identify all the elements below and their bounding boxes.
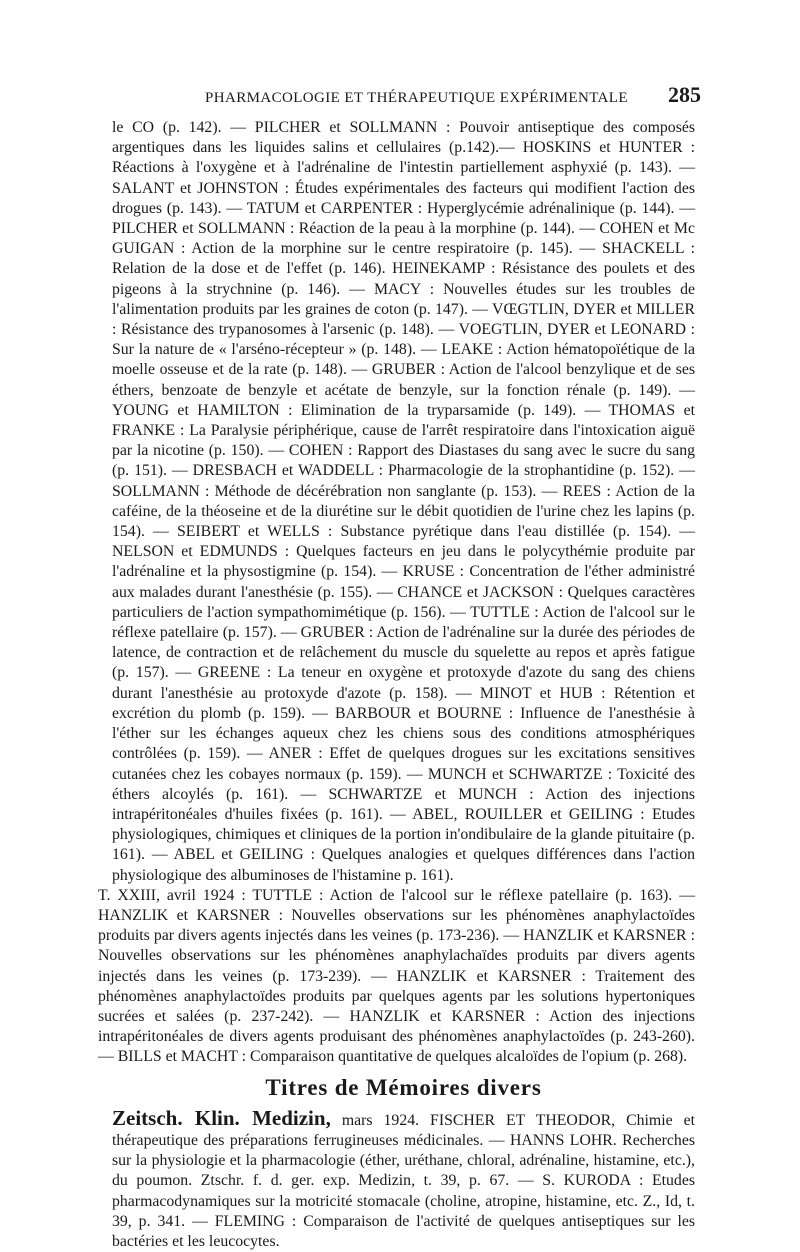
- page-number: 285: [668, 82, 701, 107]
- journal-entry-text: mars 1924. FISCHER ET THEODOR, Chimie et thérapeutique des préparations ferrugineuses médicinales. — HANNS LOHR. Recherches sur la physiologie et la pharmacologie (éther, uréthane, chloral, adrénaline, histamine, etc.), du poumon. Ztschr. f. d. ger. exp. Medizin, t. 39, p. 67. — S. KURODA : Etudes pharmacodynamiques sur la motricité stomacale (choline, atropine, histamine, etc. Z., Id, t. 39, p. 341. — FLEMING : Comparaison de l'activité de quelques antiseptiques sur les bactéries et les leucocytes.: [112, 1111, 696, 1250]
- paragraph-journal-entry: [112, 1105, 696, 1252]
- paragraph-volume-entry: T. XXIII, avril 1924 : TUTTLE : Action de l'alcool sur le réflexe patellaire (p. 163). — HANZLIK et KARSNER : Nouvelles observations sur les phénomènes anaphylactoïdes produits par divers agents injectés dans les veines (p. 173-236). — HANZLIK et KARSNER : Nouvelles observations sur les phénomènes anaphylachaïdes produits par divers agents injectés dans les veines (p. 173-239). — HANZLIK et KARSNER : Traitement des phénomènes anaphylactoïdes produits par quelques agents par les solutions hypertoniques sucrées et salées (p. 237-242). — HANZLIK et KARSNER : Action des injections intrapéritonéales de divers agents produisant des phénomènes anaphylactoïdes (p. 243-260). — BILLS et MACHT : Comparaison quantitative de quelques alcaloïdes de l'opium (p. 268).: [98, 886, 695, 1066]
- page-header: [205, 82, 701, 108]
- journal-name: Zeitsch. Klin. Medizin,: [112, 1105, 331, 1130]
- running-head: PHARMACOLOGIE ET THÉRAPEUTIQUE EXPÉRIMENTALE: [205, 90, 628, 106]
- section-title: Titres de Mémoires divers: [265, 1074, 542, 1100]
- body-text: [98, 118, 696, 1252]
- paragraph-abstracts-list: le CO (p. 142). — PILCHER et SOLLMANN : Pouvoir antiseptique des composés argentiques dans les liquides salins et cellulaires (p.142).— HOSKINS et HUNTER : Réactions à l'oxygène et à l'adrénaline de l'intestin partiellement asphyxié (p. 143). — SALANT et JOHNSTON : Études expérimentales des facteurs qui modifient l'action des drogues (p. 143). — TATUM et CARPENTER : Hyperglycémie adrénalinique (p. 144). — PILCHER et SOLLMANN : Réaction de la peau à la morphine (p. 144). — COHEN et Mc GUIGAN : Action de la morphine sur le centre respiratoire (p. 145). — SHACKELL : Relation de la dose et de l'effet (p. 146). HEINEKAMP : Résistance des poulets et des pigeons à la strychnine (p. 146). — MACY : Nouvelles études sur les troubles de l'alimentation produits par les graines de coton (p. 147). — VŒGTLIN, DYER et MILLER : Résistance des trypanosomes à l'arsenic (p. 148). — VOEGTLIN, DYER et LEONARD : Sur la nature de « l'arséno-récepteur » (p. 148). — LEAKE : Action hématopoïétique de la moelle osseuse et de la rate (p. 148). — GRUBER : Action de l'alcool benzylique et de ses éthers, benzoate de benzyle et acétate de benzyle, sur la fonction rénale (p. 149). — YOUNG et HAMILTON : Elimination de la tryparsamide (p. 149). — THOMAS et FRANKE : La Paralysie périphérique, cause de l'arrêt respiratoire dans l'intoxication aiguë par la nicotine (p. 150). — COHEN : Rapport des Diastases du sang avec le sucre du sang (p. 151). — DRESBACH et WADDELL : Pharmacologie de la strophantidine (p. 152). — SOLLMANN : Méthode de décérébration non sanglante (p. 153). — REES : Action de la caféine, de la théoseine et de la diurétine sur le débit quotidien de l'urine chez les lapins (p. 154). — SEIBERT et WELLS : Substance pyrétique dans l'eau distillée (p. 154). — NELSON et EDMUNDS : Quelques facteurs en jeu dans le polycythémie produite par l'adrénaline et la physostigmine (p. 154). — KRUSE : Concentration de l'éther administré aux malades durant l'anesthésie (p. 155). — CHANCE et JACKSON : Quelques caractères particuliers de l'action sympathomimétique (p. 156). — TUTTLE : Action de l'alcool sur le réflexe patellaire (p. 157). — GRUBER : Action de l'adrénaline sur la durée des périodes de latence, de contraction et de relâchement du muscle du squelette au repos et après fatigue (p. 157). — GREENE : La teneur en oxygène et protoxyde d'azote du sang des chiens durant l'anesthésie au protoxyde d'azote (p. 158). — MINOT et HUB : Rétention et excrétion du plomb (p. 159). — BARBOUR et BOURNE : Influence de l'anesthésie à l'éther sur les échanges aqueux chez les chiens sous des conditions atmosphériques contrôlées (p. 159). — ANER : Effet de quelques drogues sur les excitations sensitives cutanées chez les cobayes normaux (p. 159). — MUNCH et SCHWARTZE : Toxicité des éthers alcoylés (p. 161). — SCHWARTZE et MUNCH : Action des injections intrapéritonéales d'huiles fixées (p. 161). — ABEL, ROUILLER et GEILING : Etudes physiologiques, chimiques et cliniques de la portion in'ondibulaire de la glande pituitaire (p. 161). — ABEL et GEILING : Quelques analogies et quelques différences dans l'action physiologique des albuminoses de l'histamine p. 161).: [112, 119, 695, 884]
